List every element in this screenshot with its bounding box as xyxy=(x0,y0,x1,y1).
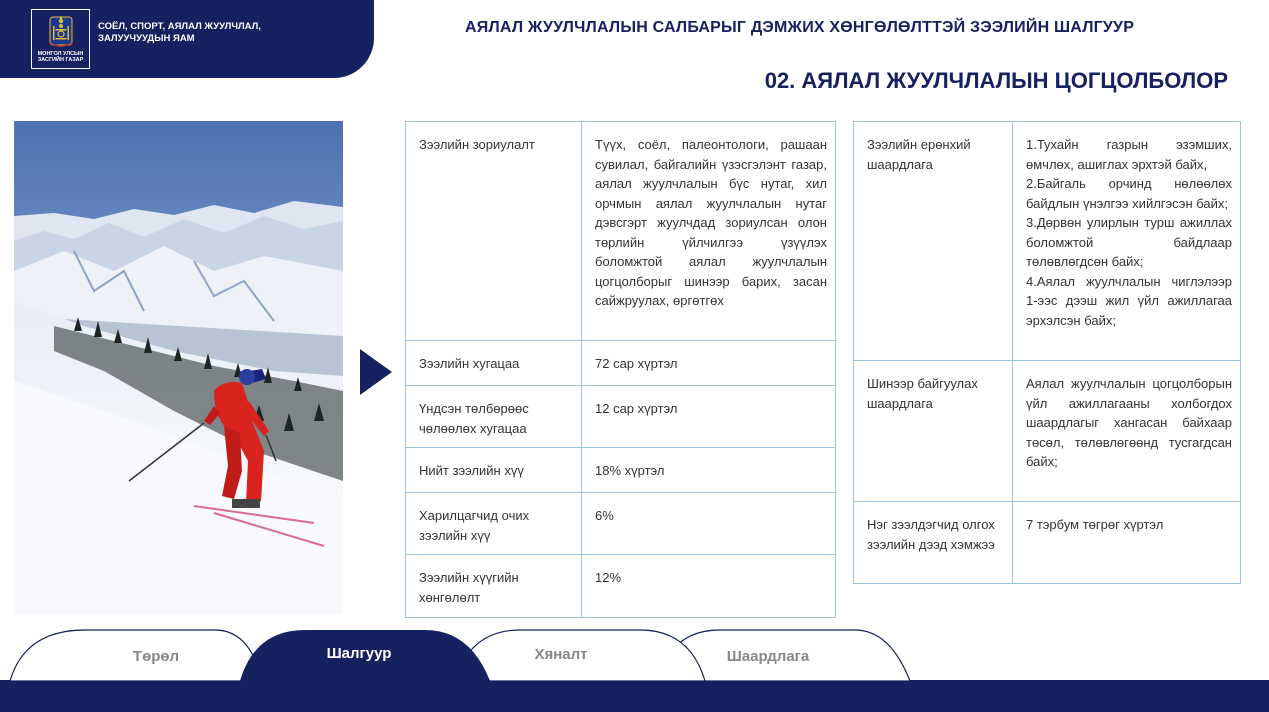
table-row xyxy=(406,341,836,386)
loan-criteria-table xyxy=(405,121,836,618)
tab-label-shaardlaga[interactable]: Шаардлага xyxy=(726,648,810,665)
arrow-right-icon xyxy=(360,349,392,395)
table-cell-key: Харилцагчид очих зээлийн хүү xyxy=(406,493,582,555)
footer-bar xyxy=(0,680,1269,712)
table-cell-value: 72 сар хүртэл xyxy=(582,341,836,386)
table-cell-key: Зээлийн хүүгийн хөнгөлөлт xyxy=(406,555,582,618)
government-logo xyxy=(31,9,90,69)
table-row xyxy=(854,502,1241,584)
table-cell-key: Нийт зээлийн хүү xyxy=(406,448,582,493)
table-row xyxy=(406,448,836,493)
table-row xyxy=(406,555,836,618)
table-cell-value: 6% xyxy=(582,493,836,555)
table-row xyxy=(406,493,836,555)
table-cell-key: Зээлийн хугацаа xyxy=(406,341,582,386)
table-row xyxy=(406,122,836,341)
table-cell-key: Зээлийн зориулалт xyxy=(406,122,582,341)
table-cell-value: 7 тэрбум төгрөг хүртэл xyxy=(1013,502,1241,584)
section-title: 02. АЯЛАЛ ЖУУЛЧЛАЛЫН ЦОГЦОЛБОЛОР xyxy=(764,68,1228,93)
tab-label-turul[interactable]: Төрөл xyxy=(132,648,180,665)
tab-bar xyxy=(0,628,1269,682)
table-cell-value: 12 сар хүртэл xyxy=(582,386,836,448)
soyombo-icon xyxy=(46,13,76,49)
header-badge xyxy=(0,0,374,78)
skier-photo xyxy=(14,121,343,614)
table-row xyxy=(406,386,836,448)
table-cell-value: 12% xyxy=(582,555,836,618)
table-row xyxy=(854,361,1241,502)
requirements-table xyxy=(853,121,1241,584)
table-cell-value: Түүх, соёл, палеонтологи, рашаан сувилал, байгалийн үзэсгэлэнт газар, аялал жуулчлалын бүс нутаг, хил орчмын аялал жуулчлалын нутаг дэвсгэрт жуулчдад зориулсан олон төрлийн үйлчилгээ үзүүлэх боломжтой аялал жуулчлалын цогцолборыг шинээр барих, засан сайжруулах, өргөтгөх xyxy=(582,122,836,341)
tab-label-khyanalt[interactable]: Хяналт xyxy=(534,646,588,663)
table-cell-value: 18% хүртэл xyxy=(582,448,836,493)
table-cell-key: Шинээр байгуулах шаардлага xyxy=(854,361,1013,502)
ministry-name: СОЁЛ, СПОРТ, АЯЛАЛ ЖУУЛЧЛАЛ, ЗАЛУУЧУУДЫН ЯАМ xyxy=(98,21,261,44)
logo-text: МОНГОЛ УЛСЫН ЗАСГИЙН ГАЗАР xyxy=(37,51,84,63)
table-cell-value: 1.Тухайн газрын эзэмших, өмчлөх, ашиглах эрхтэй байх, 2.Байгаль орчинд нөлөөлөх байдлын үнэлгээ хийлгэсэн байх; 3.Дөрвөн улирлын турш ажиллах боломжтой байдлаар төлөвлөгдсөн байх; 4.Аялал жуулчлалын чиглэлээр 1-ээс дээш жил үйл ажиллагаа эрхэлсэн байх; xyxy=(1013,122,1241,361)
table-row xyxy=(854,122,1241,361)
table-cell-key: Нэг зээлдэгчид олгох зээлийн дээд хэмжээ xyxy=(854,502,1013,584)
page-title: АЯЛАЛ ЖУУЛЧЛАЛЫН САЛБАРЫГ ДЭМЖИХ ХӨНГӨЛӨЛТТЭЙ ЗЭЭЛИЙН ШАЛГУУР xyxy=(465,19,1135,36)
tab-label-shalguur[interactable]: Шалгуур xyxy=(326,645,392,662)
table-cell-key: Зээлийн ерөнхий шаардлага xyxy=(854,122,1013,361)
table-cell-key: Үндсэн төлбөрөөс чөлөөлөх хугацаа xyxy=(406,386,582,448)
table-cell-value: Аялал жуулчлалын цогцолборын үйл ажиллагааны холбогдох шаардлагыг хангасан байхаар төсөл, төлөвлөгөөнд тусгагдсан байх; xyxy=(1013,361,1241,502)
